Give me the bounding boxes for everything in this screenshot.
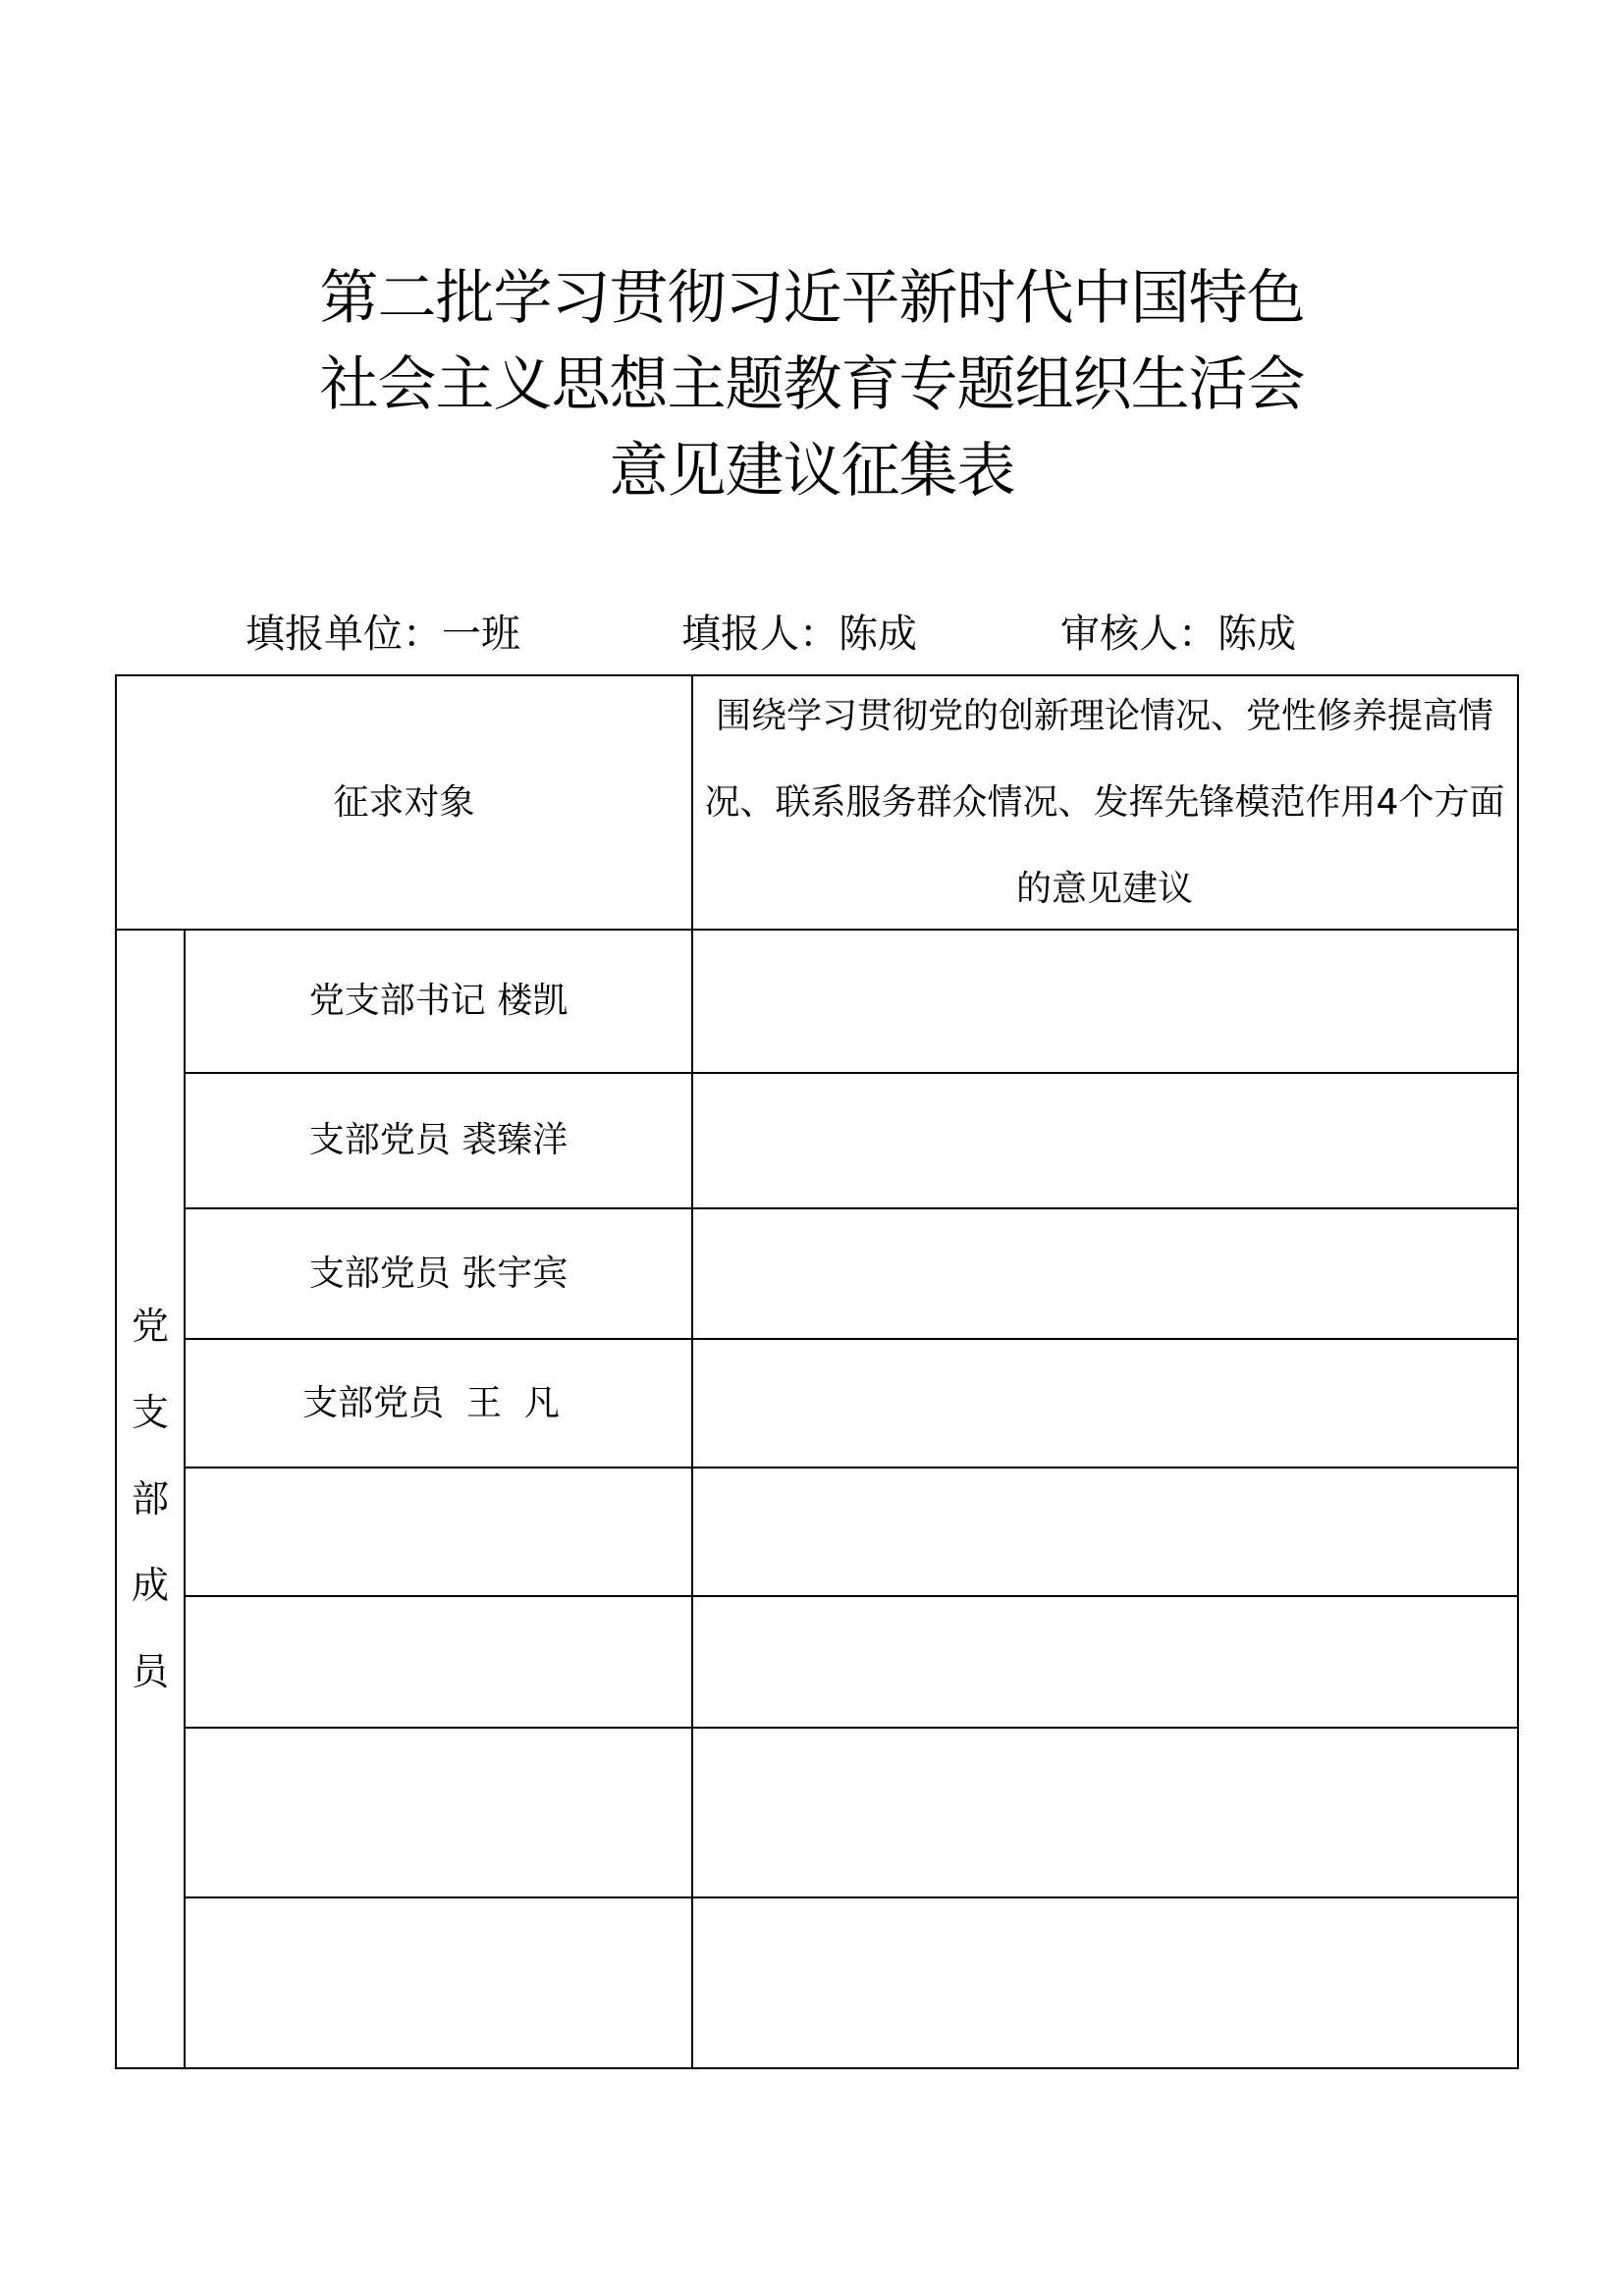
suggestion-table [115, 674, 1519, 2069]
member-name-cell[interactable] [186, 1597, 691, 1727]
header-target-label: 征求对象 [333, 781, 475, 823]
opinion-cell[interactable] [693, 931, 1517, 1072]
opinion-cell[interactable] [693, 1074, 1517, 1207]
opinion-cell[interactable] [693, 1340, 1517, 1467]
member-name-cell: 支部党员 王 凡 [302, 1382, 560, 1423]
reporter: 填报人：陈成 [681, 612, 917, 657]
member-name-cell: 支部党员 张宇宾 [308, 1253, 568, 1294]
form-title-line-2: 社会主义思想主题教育专题组织生活会 [319, 350, 1305, 419]
opinion-cell[interactable] [693, 1729, 1517, 1896]
opinion-cell[interactable] [693, 1898, 1517, 2067]
opinion-cell[interactable] [693, 1209, 1517, 1338]
reviewer: 审核人：陈成 [1060, 612, 1296, 657]
member-name-cell[interactable] [186, 1468, 691, 1595]
table-border-right [1517, 674, 1519, 2069]
member-name-cell[interactable] [186, 1898, 691, 2067]
opinion-cell[interactable] [693, 1468, 1517, 1595]
form-title-line-1: 第二批学习贯彻习近平新时代中国特色 [319, 264, 1305, 333]
group-label-cell [117, 931, 184, 2067]
table-border-bottom [115, 2067, 1519, 2069]
member-name-cell: 支部党员 裘臻洋 [308, 1120, 568, 1160]
reporting-unit: 填报单位：一班 [245, 612, 520, 657]
header-description: 围绕学习贯彻党的创新理论情况、党性修养提高情况、联系服务群众情况、发挥先锋模范作用4个方面的意见建议 [704, 696, 1505, 909]
group-label: 党支部成员 [131, 1305, 169, 1693]
member-name-cell[interactable] [186, 1729, 691, 1896]
form-title-line-3: 意见建议征集表 [609, 437, 1015, 506]
opinion-cell[interactable] [693, 1597, 1517, 1727]
member-name-cell: 党支部书记 楼凯 [308, 981, 568, 1021]
